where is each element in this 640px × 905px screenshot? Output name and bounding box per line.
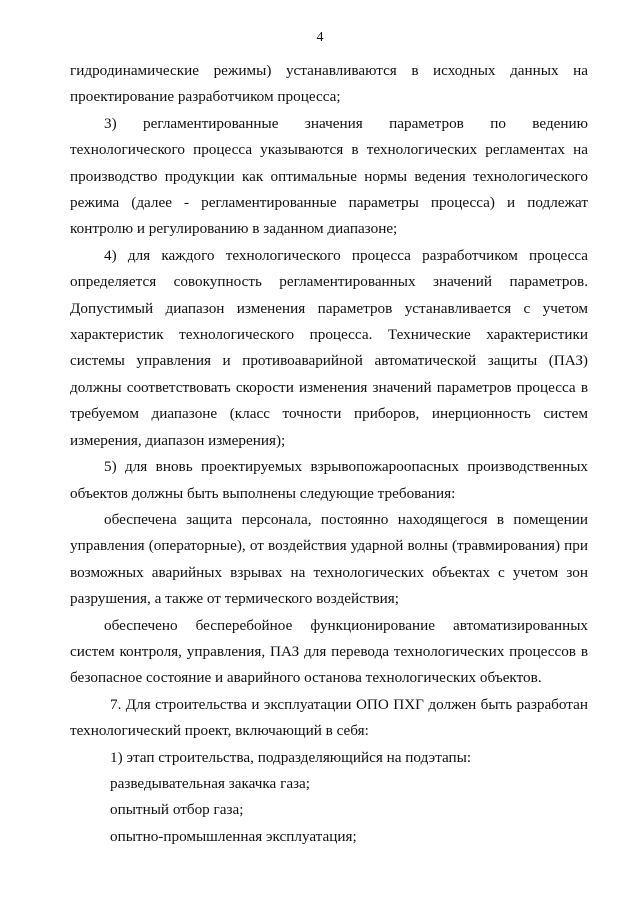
paragraph-requirement-2: обеспечено бесперебойное функционирование автоматизированных систем контроля, управления, ПАЗ для перевода технологических процессов в безопасное состояние и аварийного останова технологических объектов. <box>70 616 588 687</box>
document-body <box>70 58 588 850</box>
list-item-stage-1: 1) этап строительства, подразделяющийся на подэтапы: <box>110 748 472 766</box>
list-item-substage-3: опытно-промышленная эксплуатация; <box>110 827 357 845</box>
list-item-substage-2: опытный отбор газа; <box>110 801 244 819</box>
paragraph-item-4: 4) для каждого технологического процесса разработчиком процесса определяется совокупность регламентированных значений параметров. Допустимый диапазон изменения параметров устанавливается с учетом характеристик технологического процесса. Технические характеристики системы управления и противоаварийной автоматической защиты (ПАЗ) должны соответствовать скорости изменения значений параметров процесса в требуемом диапазоне (класс точности приборов, инерционность систем измерения, диапазон измерения); <box>70 246 588 449</box>
paragraph-item-3: 3) регламентированные значения параметров по ведению технологического процесса указываются в технологических регламентах на производство продукции как оптимальные нормы ведения технологического режима (далее - регламентированные параметры процесса) и подлежат контролю и регулированию в заданном диапазоне; <box>70 114 588 238</box>
paragraph-item-5: 5) для вновь проектируемых взрывопожароопасных производственных объектов должны быть выполнены следующие требования: <box>70 458 588 502</box>
list-item-substage-1: разведывательная закачка газа; <box>110 774 311 792</box>
paragraph-section-7: 7. Для строительства и эксплуатации ОПО ПХГ должен быть разработан технологический проект, включающий в себя: <box>70 695 588 740</box>
page-number: 4 <box>316 30 324 45</box>
paragraph-continuation: гидродинамические режимы) устанавливаются в исходных данных на проектирование разработчиком процесса; <box>70 62 588 106</box>
paragraph-requirement-1: обеспечена защита персонала, постоянно находящегося в помещении управления (операторные), от воздействия ударной волны (травмирования) при возможных аварийных взрывах на технологических объектах с учетом зон разрушения, а также от термического воздействия; <box>70 510 588 608</box>
